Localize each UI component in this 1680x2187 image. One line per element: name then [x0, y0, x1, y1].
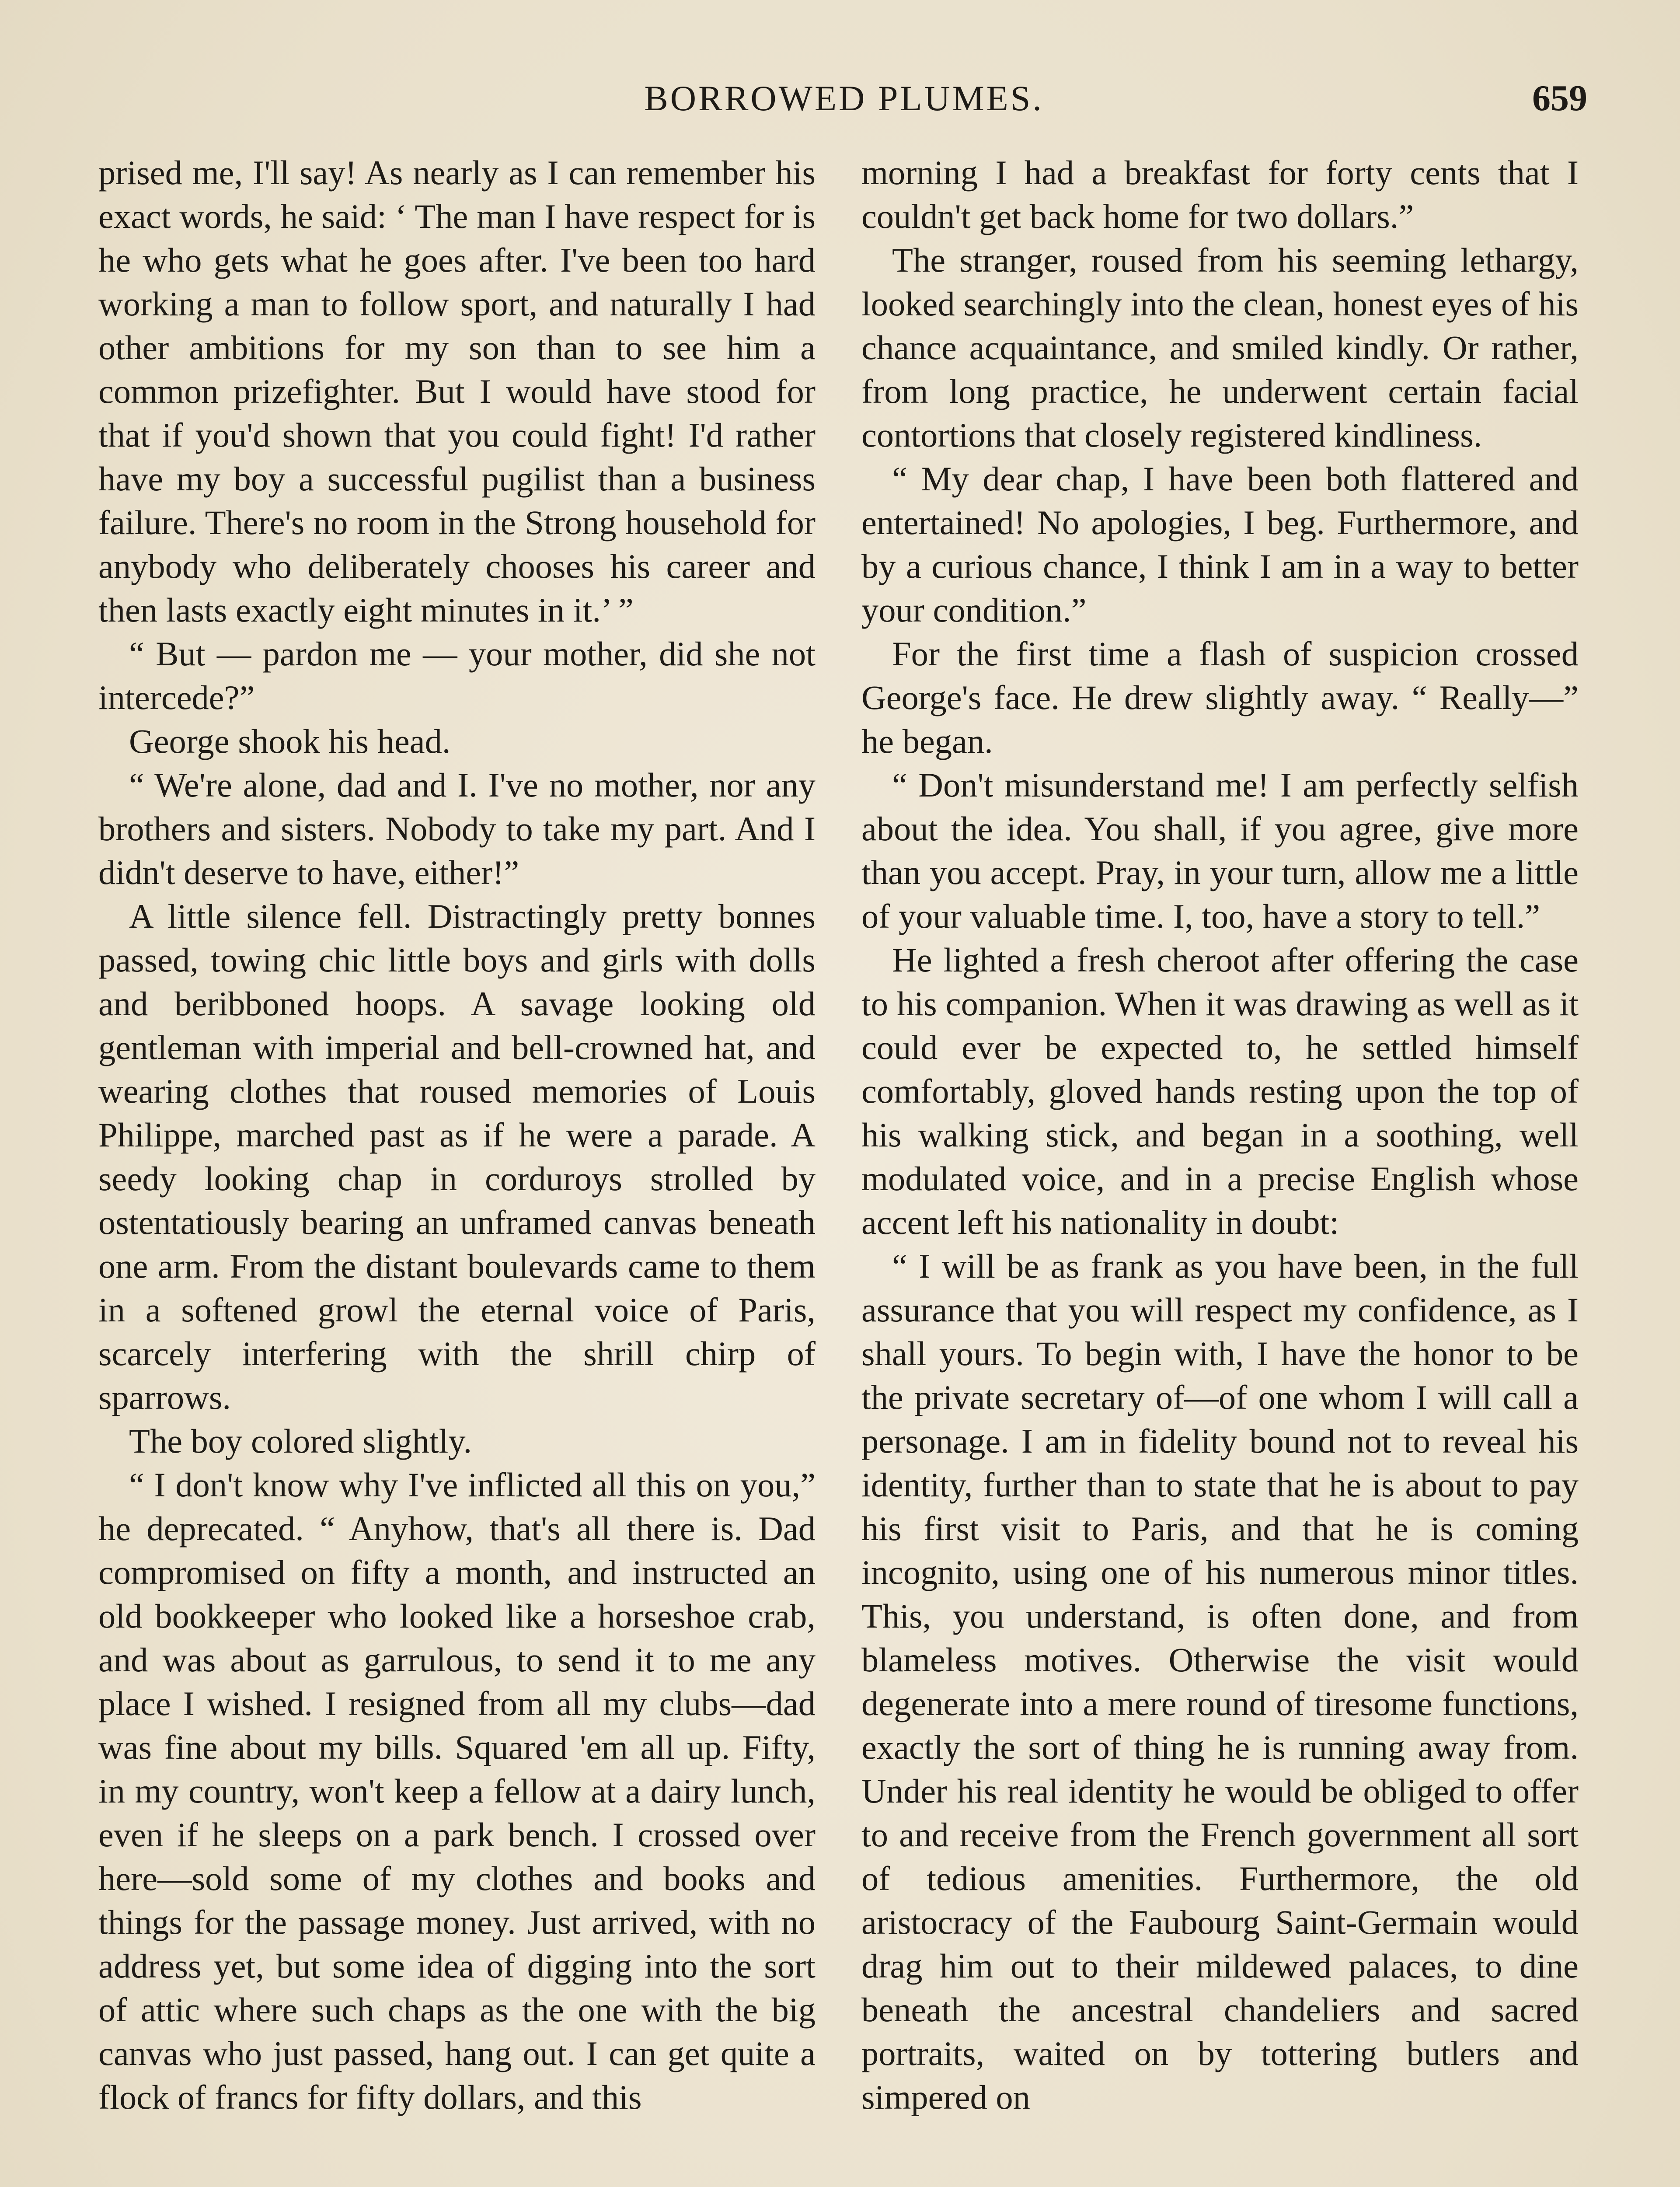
- paragraph: For the first time a flash of suspicion crossed George's face. He drew slightly away. “ Really—” he began.: [861, 635, 1579, 760]
- running-title: BORROWED PLUMES.: [644, 78, 1044, 118]
- page-header: [101, 74, 1587, 131]
- paragraph: “ But — pardon me — your mother, did she not intercede?”: [98, 635, 816, 716]
- left-column: [98, 151, 816, 2119]
- paragraph: “ I don't know why I've inflicted all this on you,” he deprecated. “ Anyhow, that's all there is. Dad compromised on fifty a month, and instructed an old bookkeeper who looked like a horseshoe crab, and was about as garrulous, to send it to me any place I wished. I resigned from all my clubs—dad was fine about my bills. Squared 'em all up. Fifty, in my country, won't keep a fellow at a dairy lunch, even if he sleeps on a park bench. I crossed over here—sold some of my clothes and books and things for the passage money. Just arrived, with no address yet, but some idea of digging into the sort of attic where such chaps as the one with the big canvas who just passed, hang out. I can get quite a flock of francs for fifty dollars, and this: [98, 1466, 816, 2116]
- paragraph: “ My dear chap, I have been both flattered and entertained! No apologies, I beg. Furthermore, and by a curious chance, I think I am in a way to better your condition.”: [861, 460, 1579, 629]
- paragraph: He lighted a fresh cheroot after offering the case to his companion. When it was drawing as well as it could ever be expected to, he settled himself comfortably, gloved hands resting upon the top of his walking stick, and began in a soothing, well modulated voice, and in a precise English whose accent left his nationality in doubt:: [861, 941, 1579, 1241]
- paragraph: “ I will be as frank as you have been, in the full assurance that you will respect my confidence, as I shall yours. To begin with, I have the honor to be the private secretary of—of one whom I will call a personage. I am in fidelity bound not to reveal his identity, further than to state that he is about to pay his first visit to Paris, and that he is coming incognito, using one of his numerous minor titles. This, you understand, is often done, and from blameless motives. Otherwise the visit would degenerate into a mere round of tiresome functions, exactly the sort of thing he is running away from. Under his real identity he would be obliged to offer to and receive from the French government all sort of tedious amenities. Furthermore, the old aristocracy of the Faubourg Saint-Germain would drag him out to their mildewed palaces, to dine beneath the ancestral chandeliers and sacred portraits, waited on by tottering butlers and simpered on: [861, 1247, 1579, 2116]
- paragraph: morning I had a breakfast for forty cents that I couldn't get back home for two dollars.”: [861, 154, 1579, 235]
- paragraph: The stranger, roused from his seeming lethargy, looked searchingly into the clean, honest eyes of his chance acquaintance, and smiled kindly. Or rather, from long practice, he underwent certain facial contortions that closely registered kindliness.: [861, 241, 1579, 454]
- paragraph: A little silence fell. Distractingly pretty bonnes passed, towing chic little boys and girls with dolls and beribboned hoops. A savage looking old gentleman with imperial and bell-crowned hat, and wearing clothes that roused memories of Louis Philippe, marched past as if he were a parade. A seedy looking chap in corduroys strolled by ostentatiously bearing an unframed canvas beneath one arm. From the distant boulevards came to them in a softened growl the eternal voice of Paris, scarcely interfering with the shrill chirp of sparrows.: [98, 897, 816, 1416]
- paragraph: The boy colored slightly.: [129, 1422, 472, 1460]
- paragraph: “ We're alone, dad and I. I've no mother, nor any brothers and sisters. Nobody to take my part. And I didn't deserve to have, either!”: [98, 766, 816, 891]
- paragraph: George shook his head.: [129, 722, 451, 760]
- paragraph: “ Don't misunderstand me! I am perfectly selfish about the idea. You shall, if you agree, give more than you accept. Pray, in your turn, allow me a little of your valuable time. I, too, have a story to tell.”: [861, 766, 1579, 935]
- page-number: 659: [1532, 78, 1587, 119]
- paragraph: prised me, I'll say! As nearly as I can remember his exact words, he said: ‘ The man I have respect for is he who gets what he goes after. I've been too hard working a man to follow sport, and naturally I had other ambitions for my son than to see him a common prizefighter. But I would have stood for that if you'd shown that you could fight! I'd rather have my boy a successful pugilist than a business failure. There's no room in the Strong household for anybody who deliberately chooses his career and then lasts exactly eight minutes in it.’ ”: [98, 154, 816, 629]
- right-column: [861, 151, 1579, 2119]
